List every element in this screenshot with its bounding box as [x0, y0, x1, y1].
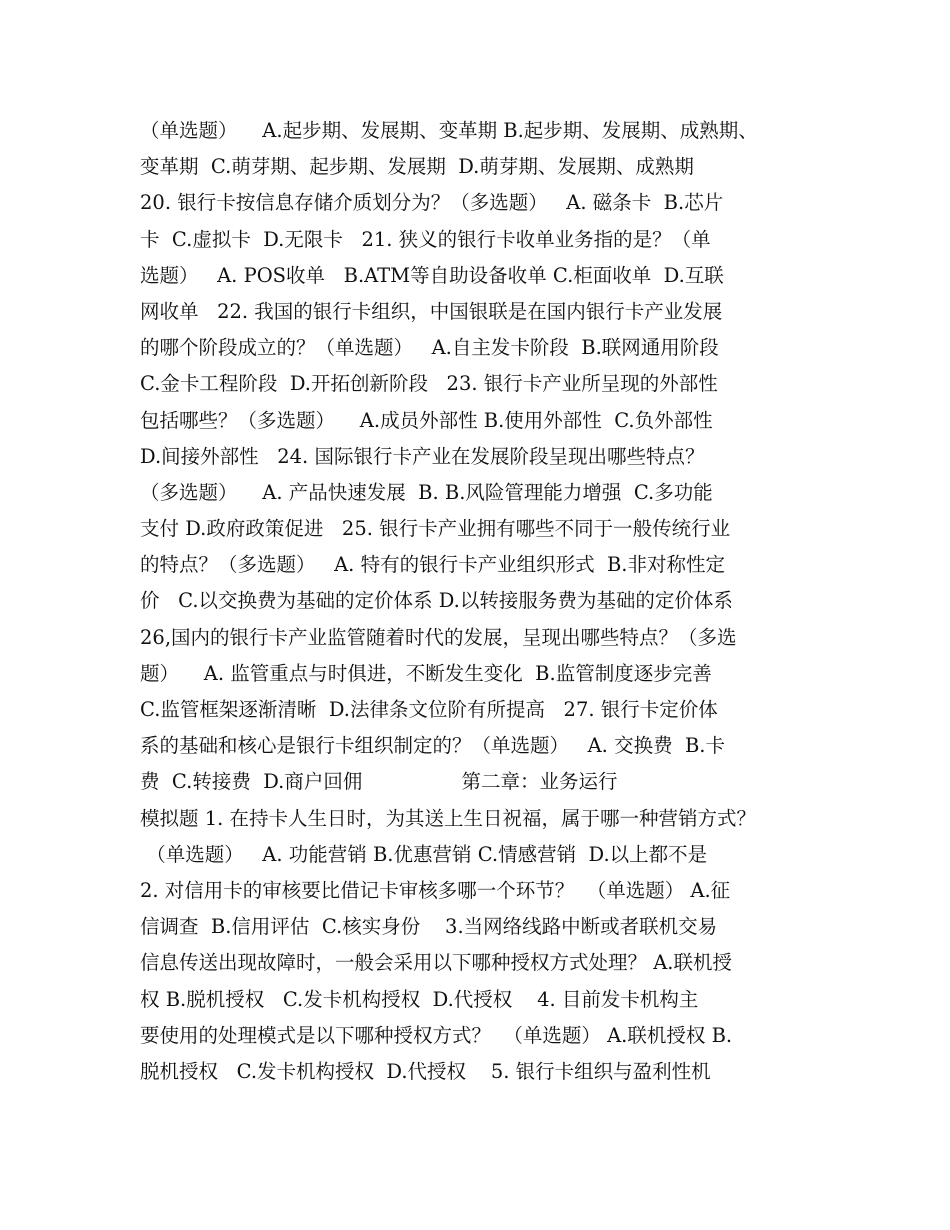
text-line: 价 C.以交换费为基础的定价体系 D.以转接服务费为基础的定价体系 — [140, 589, 733, 613]
text-line: 变革期 C.萌芽期、起步期、发展期 D.萌芽期、发展期、成熟期 — [140, 155, 694, 179]
text-line: C.监管框架逐渐清晰 D.法律条文位阶有所提高 27. 银行卡定价体 — [140, 698, 718, 721]
text-line: 费 C.转接费 D.商户回佣 第二章：业务运行 — [140, 770, 618, 794]
text-line: 选题） A. POS收单 B.ATM等自助设备收单 C.柜面收单 D.互联 — [140, 263, 724, 287]
text-line: 26,国内的银行卡产业监管随着时代的发展，呈现出哪些特点？（多选 — [140, 625, 737, 649]
text-line: D.间接外部性 24. 国际银行卡产业在发展阶段呈现出哪些特点？ — [140, 444, 705, 468]
text-line: 题） A. 监管重点与时俱进，不断发生变化 B.监管制度逐步完善 — [140, 661, 712, 685]
text-line: 卡 C.虚拟卡 D.无限卡 21. 狭义的银行卡收单业务指的是？（单 — [140, 227, 711, 251]
text-line: 脱机授权 C.发卡机构授权 D.代授权 5. 银行卡组织与盈利性机 — [140, 1059, 711, 1083]
text-line: 20. 银行卡按信息存储介质划分为？（多选题） A. 磁条卡 B.芯片 — [140, 191, 724, 215]
text-line: （单选题） A.起步期、发展期、变革期 B.起步期、发展期、成熟期、 — [140, 119, 758, 142]
text-line: 模拟题 1. 在持卡人生日时，为其送上生日祝福，属于哪一种营销方式？ — [140, 806, 757, 830]
text-line: 要使用的处理模式是以下哪种授权方式？ （单选题） A.联机授权 B. — [140, 1023, 733, 1047]
text-line: 的哪个阶段成立的？（单选题） A.自主发卡阶段 B.联网通用阶段 — [140, 336, 719, 360]
text-line: （单选题） A. 功能营销 B.优惠营销 C.情感营销 D.以上都不是 — [140, 842, 708, 866]
text-line: 2. 对信用卡的审核要比借记卡审核多哪一个环节？ （单选题） A.征 — [140, 878, 731, 902]
text-line: 支付 D.政府政策促进 25. 银行卡产业拥有哪些不同于一般传统行业 — [140, 517, 731, 541]
text-line: 的特点？（多选题） A. 特有的银行卡产业组织形式 B.非对称性定 — [140, 553, 726, 577]
text-line: 包括哪些？（多选题） A.成员外部性 B.使用外部性 C.负外部性 — [140, 408, 713, 432]
text-line: 信息传送出现故障时，一般会采用以下哪种授权方式处理？ A.联机授 — [140, 951, 732, 975]
text-line: 网收单 22. 我国的银行卡组织，中国银联是在国内银行卡产业发展 — [140, 299, 723, 323]
document-body — [140, 113, 820, 1090]
text-line: （多选题） A. 产品快速发展 B. B.风险管理能力增强 C.多功能 — [140, 480, 713, 504]
text-line: 权 B.脱机授权 C.发卡机构授权 D.代授权 4. 目前发卡机构主 — [140, 987, 699, 1011]
text-line: 系的基础和核心是银行卡组织制定的？（单选题） A. 交换费 B.卡 — [140, 734, 726, 758]
text-line: 信调查 B.信用评估 C.核实身份 3.当网络线路中断或者联机交易 — [140, 915, 718, 939]
text-line: C.金卡工程阶段 D.开拓创新阶段 23. 银行卡产业所呈现的外部性 — [140, 372, 718, 396]
